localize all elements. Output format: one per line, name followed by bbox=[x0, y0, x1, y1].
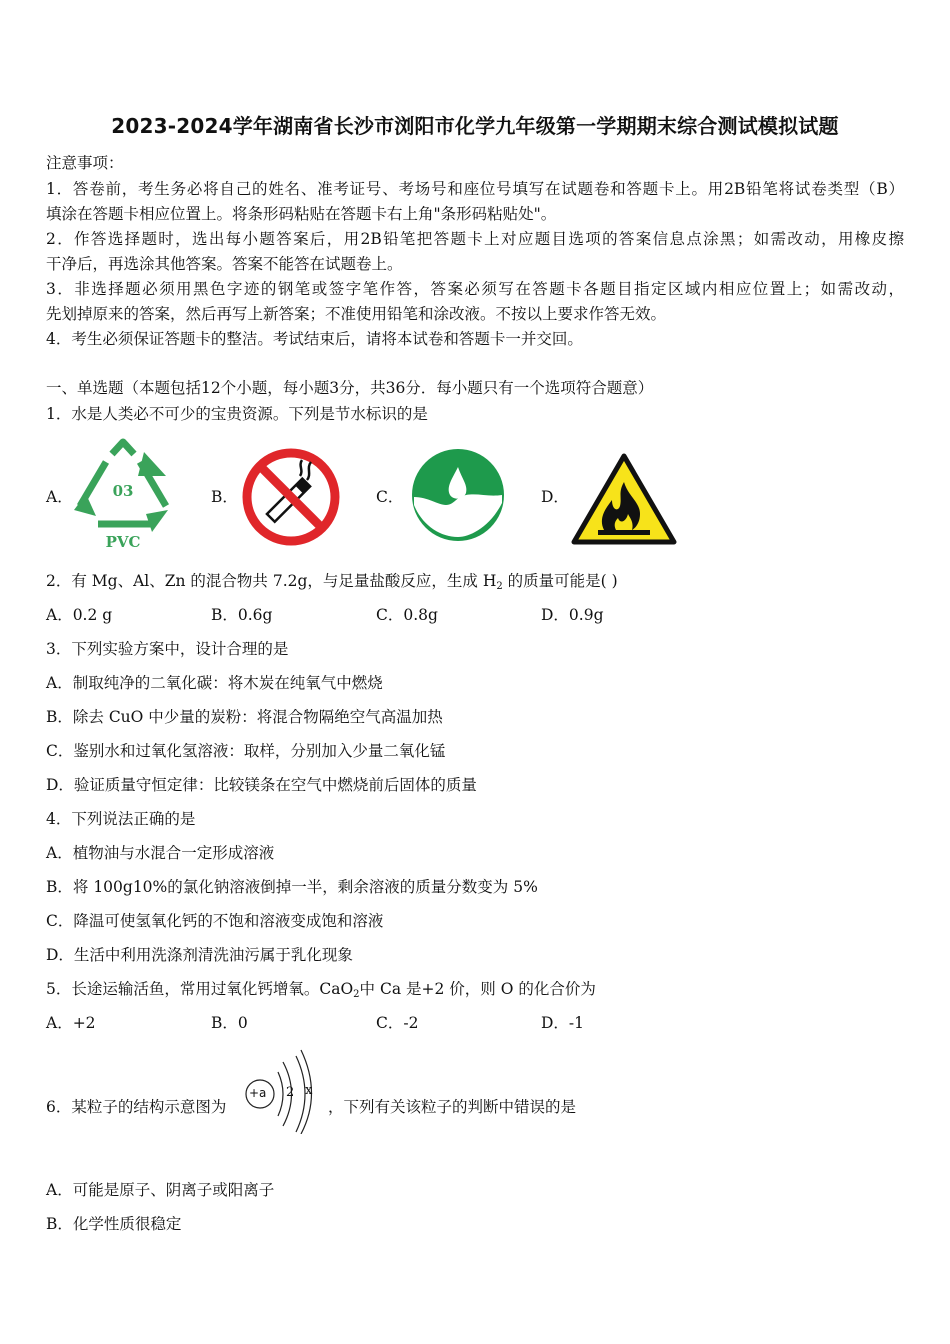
q5-stem bbox=[46, 977, 596, 1000]
q5-option-a: A．+2 bbox=[46, 1014, 96, 1032]
water-saving-icon bbox=[410, 447, 506, 543]
q2-stem-tail: 的质量可能是( ) bbox=[502, 572, 618, 590]
no-smoking-icon bbox=[240, 446, 342, 548]
q3-stem: 3．下列实验方案中，设计合理的是 bbox=[46, 640, 289, 658]
q6-option-b: B．化学性质很稳定 bbox=[46, 1215, 182, 1233]
q6-stem-pre: 6．某粒子的结构示意图为 bbox=[46, 1098, 227, 1116]
notice-line-4: 干净后，再选涂其他答案。答案不能答在试题卷上。 bbox=[46, 255, 403, 273]
q3-option-b: B．除去 CuO 中少量的炭粉：将混合物隔绝空气高温加热 bbox=[46, 708, 443, 726]
recycle-label: PVC bbox=[105, 533, 141, 551]
q4-stem: 4．下列说法正确的是 bbox=[46, 810, 196, 828]
q3-option-d: D．验证质量守恒定律：比较镁条在空气中燃烧前后固体的质量 bbox=[46, 776, 477, 794]
q2-stem-text: 2．有 Mg、Al、Zn 的混合物共 7.2g，与足量盐酸反应，生成 H bbox=[46, 572, 497, 590]
q5-option-d: D．-1 bbox=[541, 1014, 585, 1032]
q2-stem-subscript: 2 bbox=[496, 581, 503, 592]
q2-option-c: C．0.8g bbox=[376, 606, 438, 624]
recycle-number: 03 bbox=[112, 482, 134, 500]
q2-option-b: B．0.6g bbox=[211, 606, 273, 624]
q1-label-c: C． bbox=[376, 488, 404, 506]
notice-line-7: 4．考生必须保证答题卡的整洁。考试结束后，请将本试卷和答题卡一并交回。 bbox=[46, 330, 583, 348]
q4-option-b: B．将 100g10%的氯化钠溶液倒掉一半，剩余溶液的质量分数变为 5% bbox=[46, 878, 538, 896]
page-title: 2023-2024学年湖南省长沙市浏阳市化学九年级第一学期期末综合测试模拟试题 bbox=[111, 114, 839, 138]
nucleus-charge: +a bbox=[249, 1086, 267, 1100]
section-heading: 一、单选题（本题包括12个小题，每小题3分，共36分．每小题只有一个选项符合题意） bbox=[46, 379, 654, 397]
shell-2-electrons: x bbox=[305, 1083, 313, 1098]
q5-option-c: C．-2 bbox=[376, 1014, 419, 1032]
q5-stem-subscript: 2 bbox=[353, 989, 360, 1000]
q6-stem-post: ，下列有关该粒子的判断中错误的是 bbox=[328, 1098, 577, 1116]
q3-option-c: C．鉴别水和过氧化氢溶液：取样，分别加入少量二氧化锰 bbox=[46, 742, 446, 760]
q4-option-d: D．生活中利用洗涤剂清洗油污属于乳化现象 bbox=[46, 946, 353, 964]
q2-option-a: A．0.2 g bbox=[46, 606, 113, 624]
q1-label-a: A． bbox=[46, 488, 73, 506]
notice-line-2: 填涂在答题卡相应位置上。将条形码粘贴在答题卡右上角"条形码粘贴处"。 bbox=[46, 205, 557, 223]
q4-option-c: C．降温可使氢氧化钙的不饱和溶液变成饱和溶液 bbox=[46, 912, 384, 930]
atom-structure-diagram bbox=[242, 1048, 332, 1134]
recycle-pvc-icon bbox=[68, 436, 178, 554]
notice-line-1: 1．答卷前，考生务必将自己的姓名、准考证号、考场号和座位号填写在试题卷和答题卡上。用2B铅笔将试卷类型（B） bbox=[46, 180, 904, 198]
q5-stem-tail: 中 Ca 是+2 价，则 O 的化合价为 bbox=[359, 980, 596, 998]
q5-option-b: B．0 bbox=[211, 1014, 248, 1032]
notice-line-6: 先划掉原来的答案，然后再写上新答案；不准使用铅笔和涂改液。不按以上要求作答无效。 bbox=[46, 305, 667, 323]
q2-stem bbox=[46, 569, 618, 592]
flammable-hazard-icon bbox=[570, 452, 678, 546]
q6-option-a: A．可能是原子、阴离子或阳离子 bbox=[46, 1181, 275, 1199]
q1-stem: 1．水是人类必不可少的宝贵资源。下列是节水标识的是 bbox=[46, 405, 428, 423]
q4-option-a: A．植物油与水混合一定形成溶液 bbox=[46, 844, 275, 862]
q3-option-a: A．制取纯净的二氧化碳：将木炭在纯氧气中燃烧 bbox=[46, 674, 383, 692]
notice-line-5: 3．非选择题必须用黑色字迹的钢笔或签字笔作答，答案必须写在答题卡各题目指定区域内相应位置上；如需改动， bbox=[46, 280, 904, 298]
q1-label-b: B． bbox=[211, 488, 238, 506]
shell-1-electrons: 2 bbox=[286, 1085, 295, 1100]
q2-option-d: D．0.9g bbox=[541, 606, 604, 624]
q1-label-d: D． bbox=[541, 488, 569, 506]
notice-line-3: 2．作答选择题时，选出每小题答案后，用2B铅笔把答题卡上对应题目选项的答案信息点涂黑；如需改动，用橡皮擦 bbox=[46, 230, 904, 248]
notice-heading: 注意事项： bbox=[46, 154, 124, 172]
q5-stem-text: 5．长途运输活鱼，常用过氧化钙增氧。CaO bbox=[46, 980, 354, 998]
